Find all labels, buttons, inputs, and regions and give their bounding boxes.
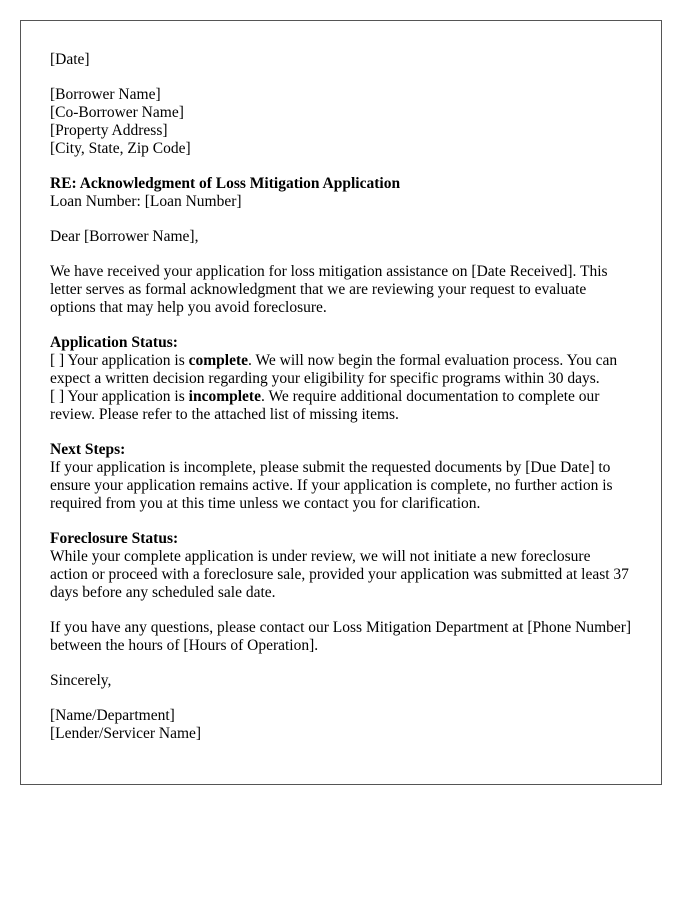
loan-number: Loan Number: [Loan Number] bbox=[50, 193, 242, 210]
foreclosure-status-heading: Foreclosure Status: bbox=[50, 530, 179, 547]
application-status-section bbox=[50, 334, 632, 424]
contact-paragraph: If you have any questions, please contact our Loss Mitigation Department at [Phone Number] between the hours of [Hours of Operation]. bbox=[50, 619, 632, 654]
incomplete-text-pre: [ ] Your application is bbox=[50, 388, 189, 405]
incomplete-text-post: . We require additional documentation to complete our review. Please refer to the attached list of missing items. bbox=[50, 388, 600, 423]
application-status-heading: Application Status: bbox=[50, 334, 178, 351]
re-block bbox=[50, 175, 632, 211]
status-incomplete-option bbox=[50, 388, 599, 423]
incomplete-bold: incomplete bbox=[188, 388, 261, 405]
foreclosure-status-section bbox=[50, 530, 632, 602]
signature-lender: [Lender/Servicer Name] bbox=[50, 725, 202, 742]
co-borrower-name: [Co-Borrower Name] bbox=[50, 104, 184, 121]
property-address: [Property Address] bbox=[50, 122, 168, 139]
subject-line: RE: Acknowledgment of Loss Mitigation Application bbox=[50, 175, 401, 192]
salutation: Dear [Borrower Name], bbox=[50, 228, 199, 245]
status-complete-option bbox=[50, 352, 617, 387]
next-steps-section bbox=[50, 441, 632, 513]
date: [Date] bbox=[50, 51, 90, 68]
intro-paragraph: We have received your application for loss mitigation assistance on [Date Received]. This letter serves as formal acknowledgment that we are reviewing your request to evaluate options that may help you avoid foreclosure. bbox=[50, 263, 608, 316]
next-steps-heading: Next Steps: bbox=[50, 441, 126, 458]
complete-bold: complete bbox=[188, 352, 249, 369]
recipient-block bbox=[50, 86, 632, 158]
letter bbox=[20, 20, 662, 785]
signature-name: [Name/Department] bbox=[50, 707, 175, 724]
complete-text-post: . We will now begin the formal evaluation process. You can expect a written decision regarding your eligibility for specific programs within 30 days. bbox=[50, 352, 618, 387]
complete-text-pre: [ ] Your application is bbox=[50, 352, 189, 369]
foreclosure-status-text: While your complete application is under review, we will not initiate a new foreclosure action or proceed with a foreclosure sale, provided your application was submitted at least 37 days before any scheduled sale date. bbox=[50, 548, 629, 601]
closing: Sincerely, bbox=[50, 672, 112, 689]
borrower-name: [Borrower Name] bbox=[50, 86, 161, 103]
next-steps-text: If your application is incomplete, please submit the requested documents by [Due Date] to ensure your application remains active. If your application is complete, no further action is required from you at this time unless we contact you for clarification. bbox=[50, 459, 613, 512]
city-state-zip: [City, State, Zip Code] bbox=[50, 140, 191, 157]
signature-block bbox=[50, 707, 632, 743]
